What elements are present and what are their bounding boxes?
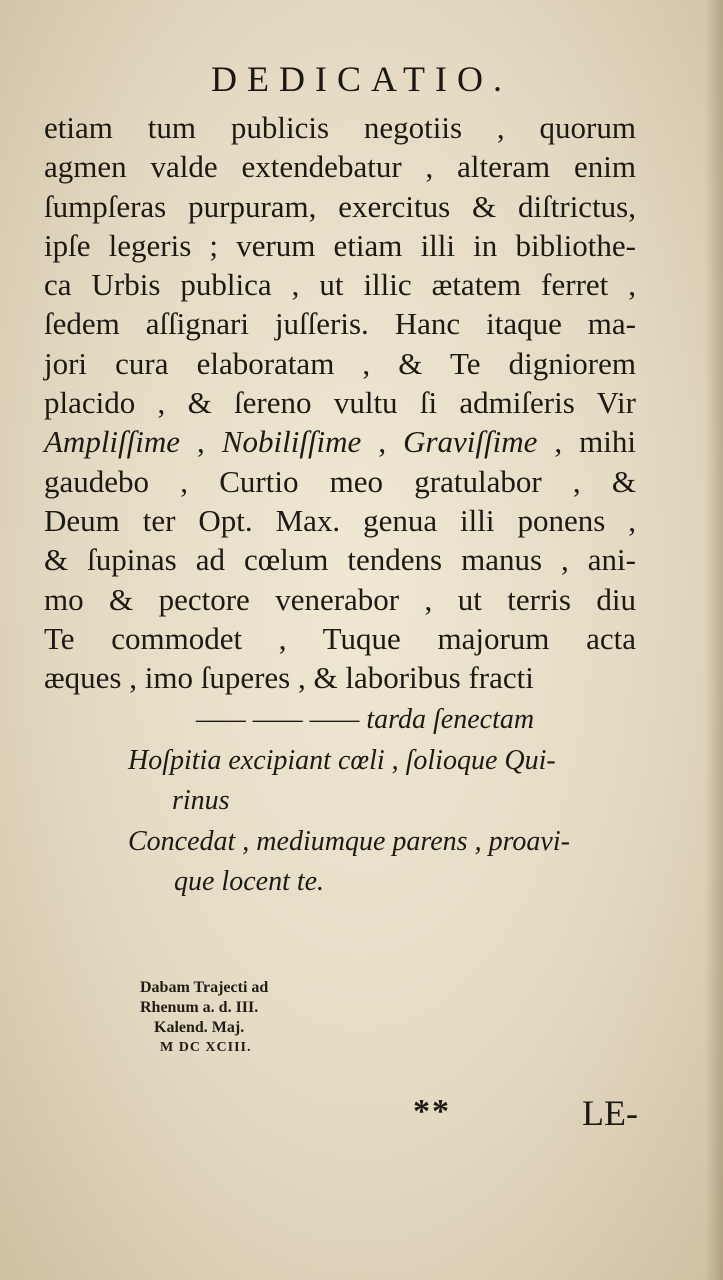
title-separator: , [180,424,222,460]
titles-line [44,422,636,461]
text-line: Deum ter Opt. Max. genua illi ponens , [44,502,636,538]
text-line: mo & pectore venerabor , ut terris diu [44,581,636,617]
title-gravissime: Graviſſime [403,424,538,460]
catchword: LE- [582,1093,638,1133]
dateline-line: Rhenum a. d. III. [140,999,259,1016]
signature-mark: ** [413,1093,451,1130]
verse-quotation [128,700,638,903]
verse-line: Concedat , mediumque parens , proavi- [128,825,570,857]
verse-line: que locent te. [174,866,325,897]
verse-line: Hoſpitia excipiant cœli , ſolioque Qui- [128,744,556,776]
verse-line: rinus [172,785,230,816]
page-edge-shadow [705,0,723,1280]
text-line: ipſe legeris ; verum etiam illi in bibliothe- [44,227,636,263]
dateline-line: M DC XCIII. [160,1040,252,1055]
titles-line-rest: , mihi [537,424,636,460]
dateline [140,978,268,1058]
text-line: Te commodet , Tuque majorum acta [44,620,636,656]
title-separator: , [361,424,404,460]
page-header: DEDICATIO. [211,59,512,99]
text-line: æques , imo ſuperes , & laboribus fracti [44,660,534,696]
dateline-line: Kalend. Maj. [154,1019,245,1036]
title-amplissime: Ampliſſime [44,424,181,460]
text-line: gaudebo , Curtio meo gratulabor , & [44,463,636,499]
verse-line: —— —— —— tarda ſenectam [196,704,535,735]
text-line: & ſupinas ad cœlum tendens manus , ani- [44,542,636,578]
dedication-body [44,108,636,697]
text-line: agmen valde extendebatur , alteram enim [44,149,636,185]
text-line: ſedem aſſignari juſſeris. Hanc itaque ma- [44,306,636,342]
text-line: ca Urbis publica , ut illic ætatem ferret , [44,267,636,303]
text-line: ſumpſeras purpuram, exercitus & diſtrictus, [44,188,636,224]
text-line: etiam tum publicis negotiis , quorum [44,110,636,145]
dateline-line: Dabam Trajecti ad [140,979,269,996]
title-nobilissime: Nobiliſſime [221,424,362,460]
text-line: jori cura elaboratam , & Te digniorem [44,345,636,381]
text-line: placido , & ſereno vultu ſi admiſeris Vir [44,385,636,421]
